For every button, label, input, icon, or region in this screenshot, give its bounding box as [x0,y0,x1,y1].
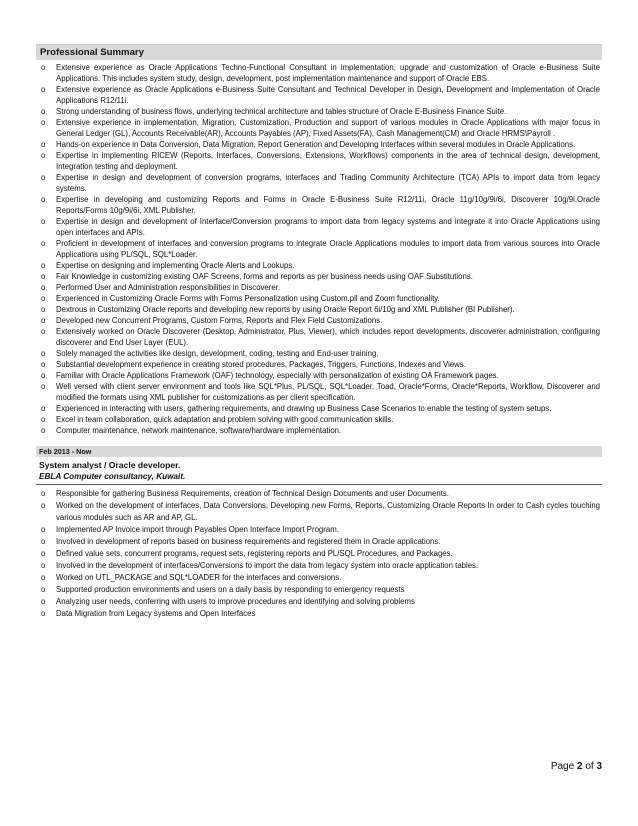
experience-item [36,596,602,608]
list-item-text: Expertise in design and development of conversion programs, interfaces and Trading Community Architecture (TCA) APIs to import data from legacy systems. [56,173,600,193]
summary-bullet-list [36,62,602,436]
experience-item [36,584,602,596]
summary-item [36,139,602,150]
bullet-icon: o [41,573,46,582]
list-item-text: Expertise on designing and implementing Oracle Alerts and Lookups. [56,261,295,270]
bullet-icon: o [41,597,46,606]
list-item-text: Worked on UTL_PACKAGE and SQL*LOADER for the interfaces and conversions. [56,573,342,582]
list-item-text: Experienced in Customizing Oracle Forms with Forms Personalization using Custom.pll and Zoom functionality. [56,294,440,303]
resume-page [36,44,602,620]
list-item-text: Responsible for gathering Business Requirements, creation of Technical Design Documents and user Documents. [56,489,449,498]
summary-item [36,403,602,414]
bullet-icon: o [41,272,46,281]
page-number [551,761,602,772]
bullet-icon: o [41,283,46,292]
bullet-icon: o [41,118,46,127]
job-title: System analyst / Oracle developer. [39,460,181,470]
experience-item [36,488,602,500]
summary-item [36,260,602,271]
summary-item [36,271,602,282]
bullet-icon: o [41,85,46,94]
list-item-text: Expertise in design and development of Interface/Conversion programs to import data from legacy systems and integrate it into Oracle Applications using open interfaces and APIs. [56,217,600,237]
list-item-text: Analyzing user needs, conferring with users to improve procedures and identifying and solving problems [56,597,415,606]
bullet-icon: o [41,316,46,325]
list-item-text: Implemented AP Invoice import through Payables Open Interface Import Program. [56,525,339,534]
page-word: Page [550,761,575,772]
list-item-text: Data Migration from Legacy systems and Open Interfaces [56,609,256,618]
summary-item [36,293,602,304]
list-item-text: Developed new Concurrent Programs, Custom Forms, Reports and Flex Field Customizations. [56,316,383,325]
list-item-text: Solely managed the activities like design, development, coding, testing and End-user training. [56,349,379,358]
summary-item [36,172,602,194]
bullet-icon: o [41,501,46,510]
summary-item [36,84,602,106]
experience-item [36,500,602,524]
summary-item [36,381,602,403]
bullet-icon: o [41,549,46,558]
summary-item [36,238,602,260]
bullet-icon: o [41,415,46,424]
experience-period: Feb 2013 - Now [36,446,602,457]
list-item-text: Familiar with Oracle Applications Framework (OAF) technology, especially with personalization of existing OA Framework pages. [56,371,499,380]
bullet-icon: o [41,107,46,116]
bullet-icon: o [41,151,46,160]
bullet-icon: o [41,327,46,336]
bullet-icon: o [41,261,46,270]
bullet-icon: o [41,294,46,303]
list-item-text: Extensive experience as Oracle Applications e-Business Suite Consultant and Technical Developer in Design, Development and Implementation of Oracle Applications R12/11i. [56,85,600,105]
page-current: 2 [576,761,583,772]
list-item-text: Hands-on experience in Data Conversion, Data Migration, Report Generation and Developing Interfaces within several modules in Oracle Applications. [56,140,576,149]
experience-item [36,572,602,584]
summary-item [36,194,602,216]
summary-item [36,425,602,436]
summary-item [36,326,602,348]
list-item-text: Excel in team collaboration, quick adaptation and problem solving with good communication skills. [56,415,394,424]
list-item-text: Experienced in interacting with users, gathering requirements, and drawing up Business Case Scenarios to enable the testing of system setups. [56,404,552,413]
list-item-text: Well versed with client server environment and tools like SQL*Plus, PL/SQL, SQL*Loader, Toad, Oracle*Forms, Oracle*Reports, Workflow, Discoverer and modified the formats using XML publisher for customizations as per client specification. [56,382,600,402]
list-item-text: Strong understanding of business flows, underlying technical architecture and tables structure of Oracle E-Business Finance Suite. [56,107,507,116]
bullet-icon: o [41,63,46,72]
summary-item [36,414,602,425]
list-item-text: Involved in the development of interfaces/Conversions to import the data from legacy system into oracle application tables. [56,561,479,570]
list-item-text: Involved in development of reports based on business requirements and registered them in Oracle applications. [56,537,441,546]
company-name: EBLA Computer consultancy, Kuwait. [36,471,602,485]
experience-item [36,548,602,560]
section-heading-professional-summary: Professional Summary [36,44,602,60]
experience-item [36,608,602,620]
summary-item [36,370,602,381]
bullet-icon: o [41,585,46,594]
list-item-text: Extensive experience as Oracle Applications Techno-Functional Consultant in implementation, upgrade and customization of Oracle e-Business Suite Applications. This includes system study, design, development, post implementation maintenance and support of Oracle EBS. [56,63,600,83]
list-item-text: Expertise in implementing RICEW (Reports, Interfaces, Conversions, Extensions, Workflows) components in the area of technical design, development, Integration testing and deployment. [56,151,600,171]
bullet-icon: o [41,305,46,314]
bullet-icon: o [41,349,46,358]
list-item-text: Performed User and Administration responsibilities in Discoverer. [56,283,281,292]
page-total: 3 [596,761,602,772]
summary-item [36,216,602,238]
experience-item [36,560,602,572]
list-item-text: Supported production environments and users on a daily basis by responding to emergency requests [56,585,405,594]
bullet-icon: o [41,239,46,248]
bullet-icon: o [41,537,46,546]
bullet-icon: o [41,489,46,498]
list-item-text: Defined value sets, concurrent programs, request sets, registering reports and PL/SQL Procedures, and Packages. [56,549,453,558]
experience-bullet-list [36,488,602,620]
bullet-icon: o [41,609,46,618]
summary-item [36,62,602,84]
list-item-text: Dextrous in Customizing Oracle reports and developing new reports by using Oracle Report 6i/10g and XML Publisher (BI Publisher). [56,305,515,314]
summary-item [36,315,602,326]
summary-item [36,304,602,315]
bullet-icon: o [41,382,46,391]
summary-item [36,359,602,370]
list-item-text: Fair Knowledge in customizing existing OAF Screens, forms and reports as per business needs using OAF Substitutions. [56,272,473,281]
list-item-text: Extensively worked on Oracle Discoverer (Desktop, Administrator, Plus, Viewer), which includes report developments, discoverer administration, configuring discoverer and End User Layer (EUL). [56,327,600,347]
summary-item [36,117,602,139]
list-item-text: Computer maintenance, network maintenance, software/hardware implementation. [56,426,342,435]
list-item-text: Expertise in developing and customizing Reports and Forms in Oracle E-Business Suite R12/11i, Oracle 11g/10g/9i/6i, Discoverer 10g/9i,Oracle Reports/Forms 10g/9i/6i, XML Publisher. [56,195,600,215]
list-item-text: Worked on the development of interfaces, Data Conversions, Developing new Forms, Reports, Customizing Oracle Reports In order to Cash cycles touching various modules such as AR and AP, GL. [56,501,600,522]
bullet-icon: o [41,217,46,226]
bullet-icon: o [41,426,46,435]
experience-item [36,524,602,536]
bullet-icon: o [41,173,46,182]
summary-item [36,348,602,359]
bullet-icon: o [41,195,46,204]
page-of-word: of [585,761,594,772]
bullet-icon: o [41,360,46,369]
list-item-text: Extensive experience in implementation, Migration, Customization, Production and support of various modules in Oracle Applications with major focus in General Ledger (GL), Accounts Receivable(AR), Accounts Payables (AP), Fixed Assets(FA), Cash Management(CM) and Oracle HRMS\Payroll . [56,118,600,138]
bullet-icon: o [41,140,46,149]
summary-item [36,106,602,117]
summary-item [36,282,602,293]
list-item-text: Substantial development experience in creating stored procedures, Packages, Triggers, Functions, Indexes and Views. [56,360,466,369]
bullet-icon: o [41,371,46,380]
experience-item [36,536,602,548]
list-item-text: Proficient in development of interfaces and conversion programs to integrate Oracle Applications modules to import data from various sources into Oracle Applications using PL/SQL, SQL*Loader. [56,239,600,259]
summary-item [36,150,602,172]
bullet-icon: o [41,525,46,534]
bullet-icon: o [41,561,46,570]
bullet-icon: o [41,404,46,413]
